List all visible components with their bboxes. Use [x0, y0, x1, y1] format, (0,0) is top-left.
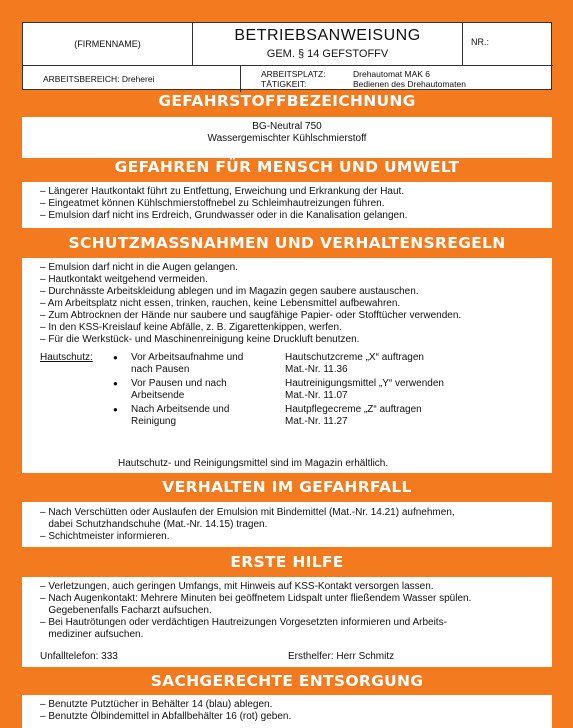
- list-item: – Emulsion darf nicht in die Augen gelangen.: [40, 262, 238, 273]
- first-aid-box: [22, 577, 552, 667]
- skin-row-when: ● Vor Arbeitsaufnahme und nach Pausen: [122, 352, 262, 376]
- skin-row-what: Hautschutzcreme „X“ auftragen Mat.-Nr. 11.36: [285, 352, 424, 375]
- workplace-activity: [241, 66, 553, 92]
- list-item: – Emulsion darf nicht ins Erdreich, Grundwasser oder in die Kanalisation gelangen.: [40, 210, 408, 221]
- skin-protection-plan: [40, 352, 550, 472]
- workplace-label: ARBEITSPLATZ:: [261, 69, 326, 79]
- number-field: NR.:: [471, 37, 489, 47]
- skin-row-what: Hautreinigungsmittel „Y“ verwenden Mat.-Nr. 11.07: [285, 378, 444, 401]
- list-item: – Am Arbeitsplatz nicht essen, trinken, rauchen, keine Lebensmittel aufbewahren.: [40, 298, 401, 309]
- list-item: mediziner aufsuchen.: [40, 629, 144, 640]
- substance-type: Wassergemischter Kühlschmierstoff: [207, 133, 367, 144]
- substance-name: BG-Neutral 750: [252, 121, 322, 132]
- section-title-protection: SCHUTZMASSNAHMEN UND VERHALTENSREGELN: [68, 234, 506, 252]
- list-item: – Nach Augenkontakt: Mehrere Minuten bei geöffnetem Lidspalt unter fließendem Wasser spülen.: [40, 593, 472, 604]
- skin-row-when: ● Nach Arbeitsende und Reinigung: [122, 404, 262, 428]
- skin-protection-note: Hautschutz- und Reinigungsmittel sind im Magazin erhältlich.: [118, 458, 389, 469]
- danger-box: [22, 502, 552, 547]
- list-item: – Für die Werkstück- und Maschinenreinigung keine Druckluft benutzen.: [40, 334, 360, 345]
- disposal-box: [22, 695, 552, 728]
- emergency-phone: Unfalltelefon: 333: [40, 651, 118, 662]
- section-title-danger: VERHALTEN IM GEFAHRFALL: [162, 478, 412, 496]
- list-item: – Eingeatmet können Kühlschmierstoffnebel zu Schleimhautreizungen führen.: [40, 198, 385, 209]
- skin-row-what: Hautpflegecreme „Z“ auftragen Mat.-Nr. 11.27: [285, 404, 422, 427]
- section-title-hazards: GEFAHREN FÜR MENSCH UND UMWELT: [114, 158, 460, 176]
- activity-value: Bedienen des Drehautomaten: [353, 79, 466, 89]
- list-item: – Längerer Hautkontakt führt zu Entfettung, Erweichung und Erkrankung der Haut.: [40, 186, 405, 197]
- skin-row-when: ● Vor Pausen und nach Arbeitsende: [122, 378, 262, 402]
- header-table: [22, 22, 552, 90]
- first-aider: Ersthelfer: Herr Schmitz: [288, 651, 395, 662]
- protection-box: [22, 258, 552, 473]
- section-title-disposal: SACHGERECHTE ENTSORGUNG: [150, 672, 424, 690]
- list-item: – Schichtmeister informieren.: [40, 531, 170, 542]
- list-item: – Nach Verschütten oder Auslaufen der Emulsion mit Bindemittel (Mat.-Nr. 14.21) aufnehmen,: [40, 507, 455, 518]
- list-item: – Hautkontakt weitgehend vermeiden.: [40, 274, 208, 285]
- activity-label: TÄTIGKEIT:: [261, 79, 307, 89]
- list-item: – Durchnässte Arbeitskleidung ablegen und im Magazin gegen saubere austauschen.: [40, 286, 419, 297]
- list-item: – Verletzungen, auch geringen Umfangs, mit Hinweis auf KSS-Kontakt versorgen lassen.: [40, 581, 434, 592]
- skin-protection-label: Hautschutz:: [40, 352, 93, 363]
- section-title-substance: GEFAHRSTOFFBEZEICHNUNG: [158, 92, 416, 110]
- list-item: – Benutzte Ölbindemittel in Abfallbehälter 16 (rot) geben.: [40, 711, 292, 722]
- hazards-box: [22, 182, 552, 228]
- list-item: dabei Schutzhandschuhe (Mat.-Nr. 14.15) tragen.: [40, 519, 268, 530]
- section-title-first-aid: ERSTE HILFE: [230, 553, 344, 571]
- title-cell: [193, 23, 463, 65]
- list-item: Gegebenenfalls Facharzt aufsuchen.: [40, 605, 212, 616]
- list-item: – Zum Abtrocknen der Hände nur saubere und saugfähige Papier- oder Stofftücher verwenden.: [40, 310, 462, 321]
- list-item: – In den KSS-Kreislauf keine Abfälle, z. B. Zigarettenkippen, werfen.: [40, 322, 342, 333]
- work-area: ARBEITSBEREICH: Dreherei: [23, 66, 241, 92]
- workplace-value: Drehautomat MAK 6: [353, 69, 431, 79]
- header-row-2: [23, 65, 553, 91]
- substance-box: [22, 117, 552, 158]
- list-item: – Bei Hautrötungen oder verdächtigen Hautreizungen Vorgesetzten informieren und Arbeits-: [40, 617, 447, 628]
- page-title: BETRIEBSANWEISUNG: [234, 27, 421, 44]
- company-name: (FIRMENNAME): [23, 23, 193, 65]
- list-item: – Benutzte Putztücher in Behälter 14 (blau) ablegen.: [40, 699, 273, 710]
- page-subtitle: GEM. § 14 GEFSTOFFV: [266, 48, 389, 60]
